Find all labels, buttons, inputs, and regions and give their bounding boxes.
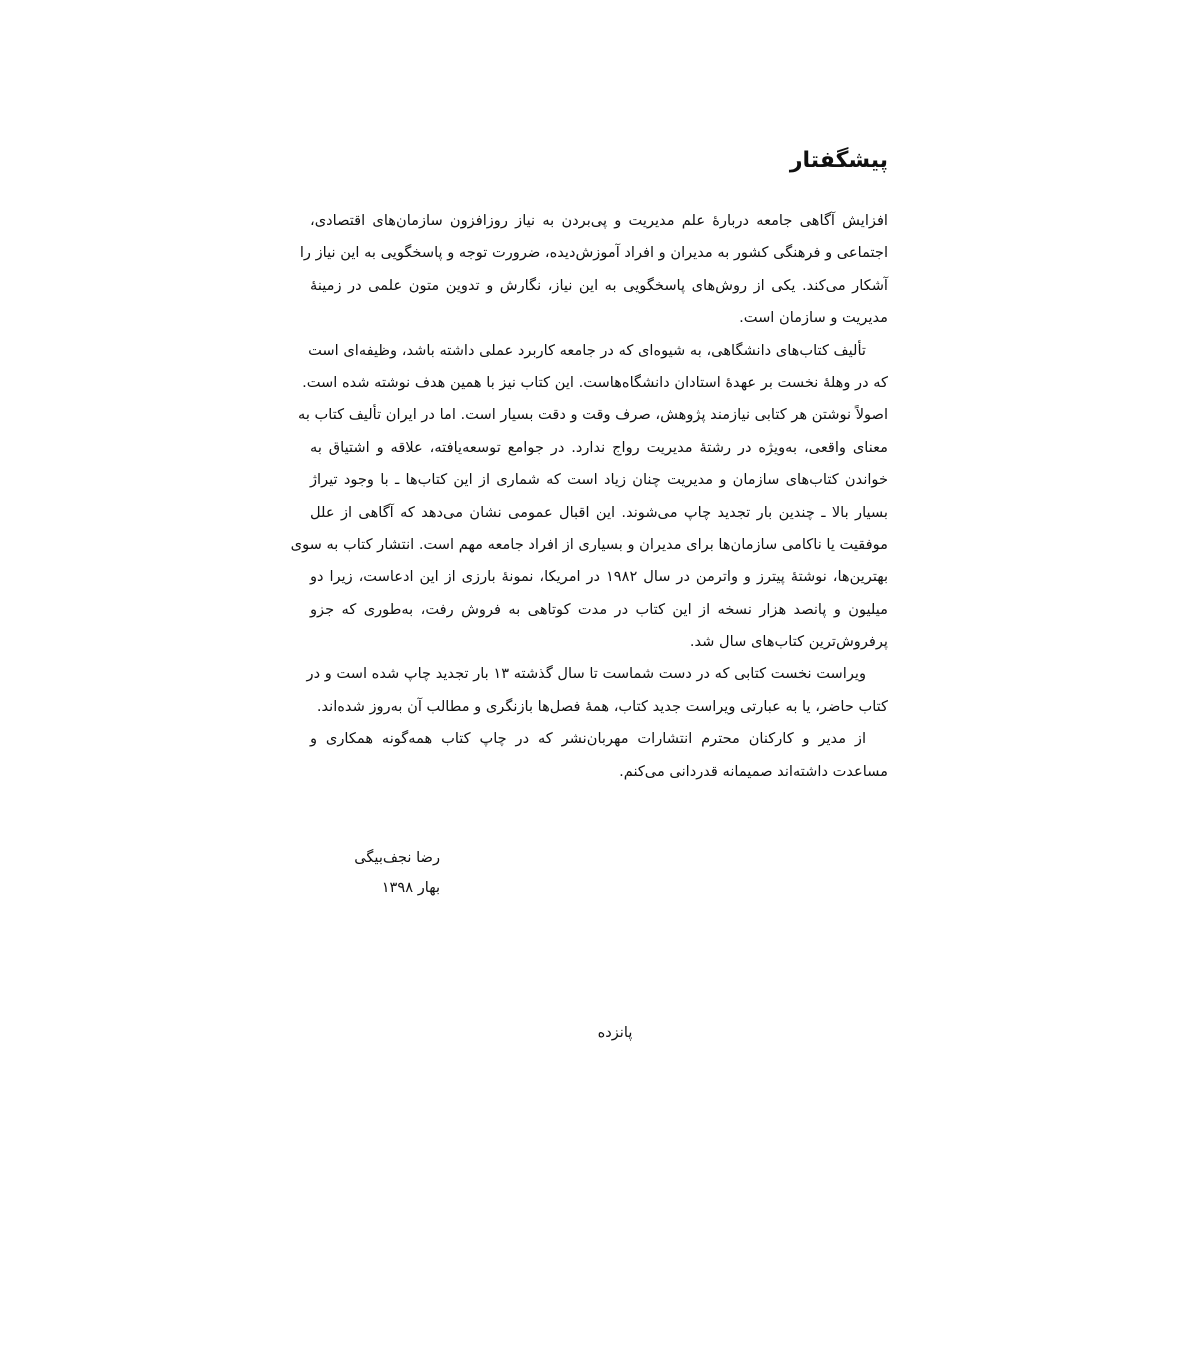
preface-body — [290, 205, 889, 788]
text-line: موفقیت یا ناکامی سازمان‌ها برای مدیران و بسیاری از افراد جامعه مهم است. انتشار کتاب به سوی — [290, 535, 888, 553]
text-line: ویراست نخست کتابی که در دست شماست تا سال گذشته ۱۳ بار تجدید چاپ شده است و در — [306, 665, 866, 683]
text-line: تألیف کتاب‌های دانشگاهی، به شیوه‌ای که در جامعه کاربرد عملی داشته باشد، وظیفه‌ای است — [308, 341, 866, 359]
text-line: مساعدت داشته‌اند صمیمانه قدردانی می‌کنم. — [619, 762, 888, 780]
text-line: اصولاً نوشتن هر کتابی نیازمند پژوهش، صرف وقت و دقت بسیار است. اما در ایران تألیف کتاب به — [298, 406, 888, 424]
author-signature — [354, 843, 440, 903]
text-line: اجتماعی و فرهنگی کشور به مدیران و افراد آموزش‌دیده، ضرورت توجه و پاسخگویی به این نیاز را — [299, 244, 888, 262]
text-line: بهترین‌ها، نوشتهٔ پیترز و واترمن در سال ۱۹۸۲ در امریکا، نمونهٔ بارزی از این ادعاست، زیرا دو — [310, 568, 889, 586]
text-line: خواندن کتاب‌های سازمان و مدیریت چنان زیاد است که شماری از این کتاب‌ها ـ با وجود تیراژ — [310, 471, 888, 489]
signature-date: بهار ۱۳۹۸ — [381, 879, 440, 896]
text-line: معنای واقعی، به‌ویژه در رشتهٔ مدیریت رواج ندارد. در جوامع توسعه‌یافته، علاقه و اشتیاق به — [310, 438, 888, 456]
text-line: مدیریت و سازمان است. — [739, 309, 888, 327]
text-line: افزایش آگاهی جامعه دربارهٔ علم مدیریت و پی‌بردن به نیاز روزافزون سازمان‌های اقتصادی، — [310, 212, 888, 229]
text-line: که در وهلهٔ نخست بر عهدهٔ استادان دانشگاه‌هاست. این کتاب نیز با همین هدف نوشته شده است. — [302, 373, 888, 391]
text-line: کتاب حاضر، یا به عبارتی ویراست جدید کتاب، همهٔ فصل‌ها بازنگری و مطالب آن به‌روز شده‌اند. — [316, 697, 888, 715]
text-line: بسیار بالا ـ چندین بار تجدید چاپ می‌شوند. این اقبال عمومی نشان می‌دهد که آگاهی از علل — [310, 503, 888, 521]
page-number: پانزده — [597, 1024, 633, 1041]
text-line: آشکار می‌کند. یکی از روش‌های پاسخگویی به این نیاز، نگارش و تدوین متون علمی در زمینهٔ — [310, 276, 888, 294]
text-line: پرفروش‌ترین کتاب‌های سال شد. — [689, 633, 888, 651]
text-line: میلیون و پانصد هزار نسخه از این کتاب در مدت کوتاهی به فروش رفت، به‌طوری که جزو — [310, 600, 888, 618]
text-line: از مدیر و کارکنان محترم انتشارات مهربان‌نشر که در چاپ کتاب همه‌گونه همکاری و — [310, 730, 866, 748]
author-name: رضا نجف‌بیگی — [354, 849, 440, 866]
page-title: پیشگفتار — [789, 148, 888, 173]
